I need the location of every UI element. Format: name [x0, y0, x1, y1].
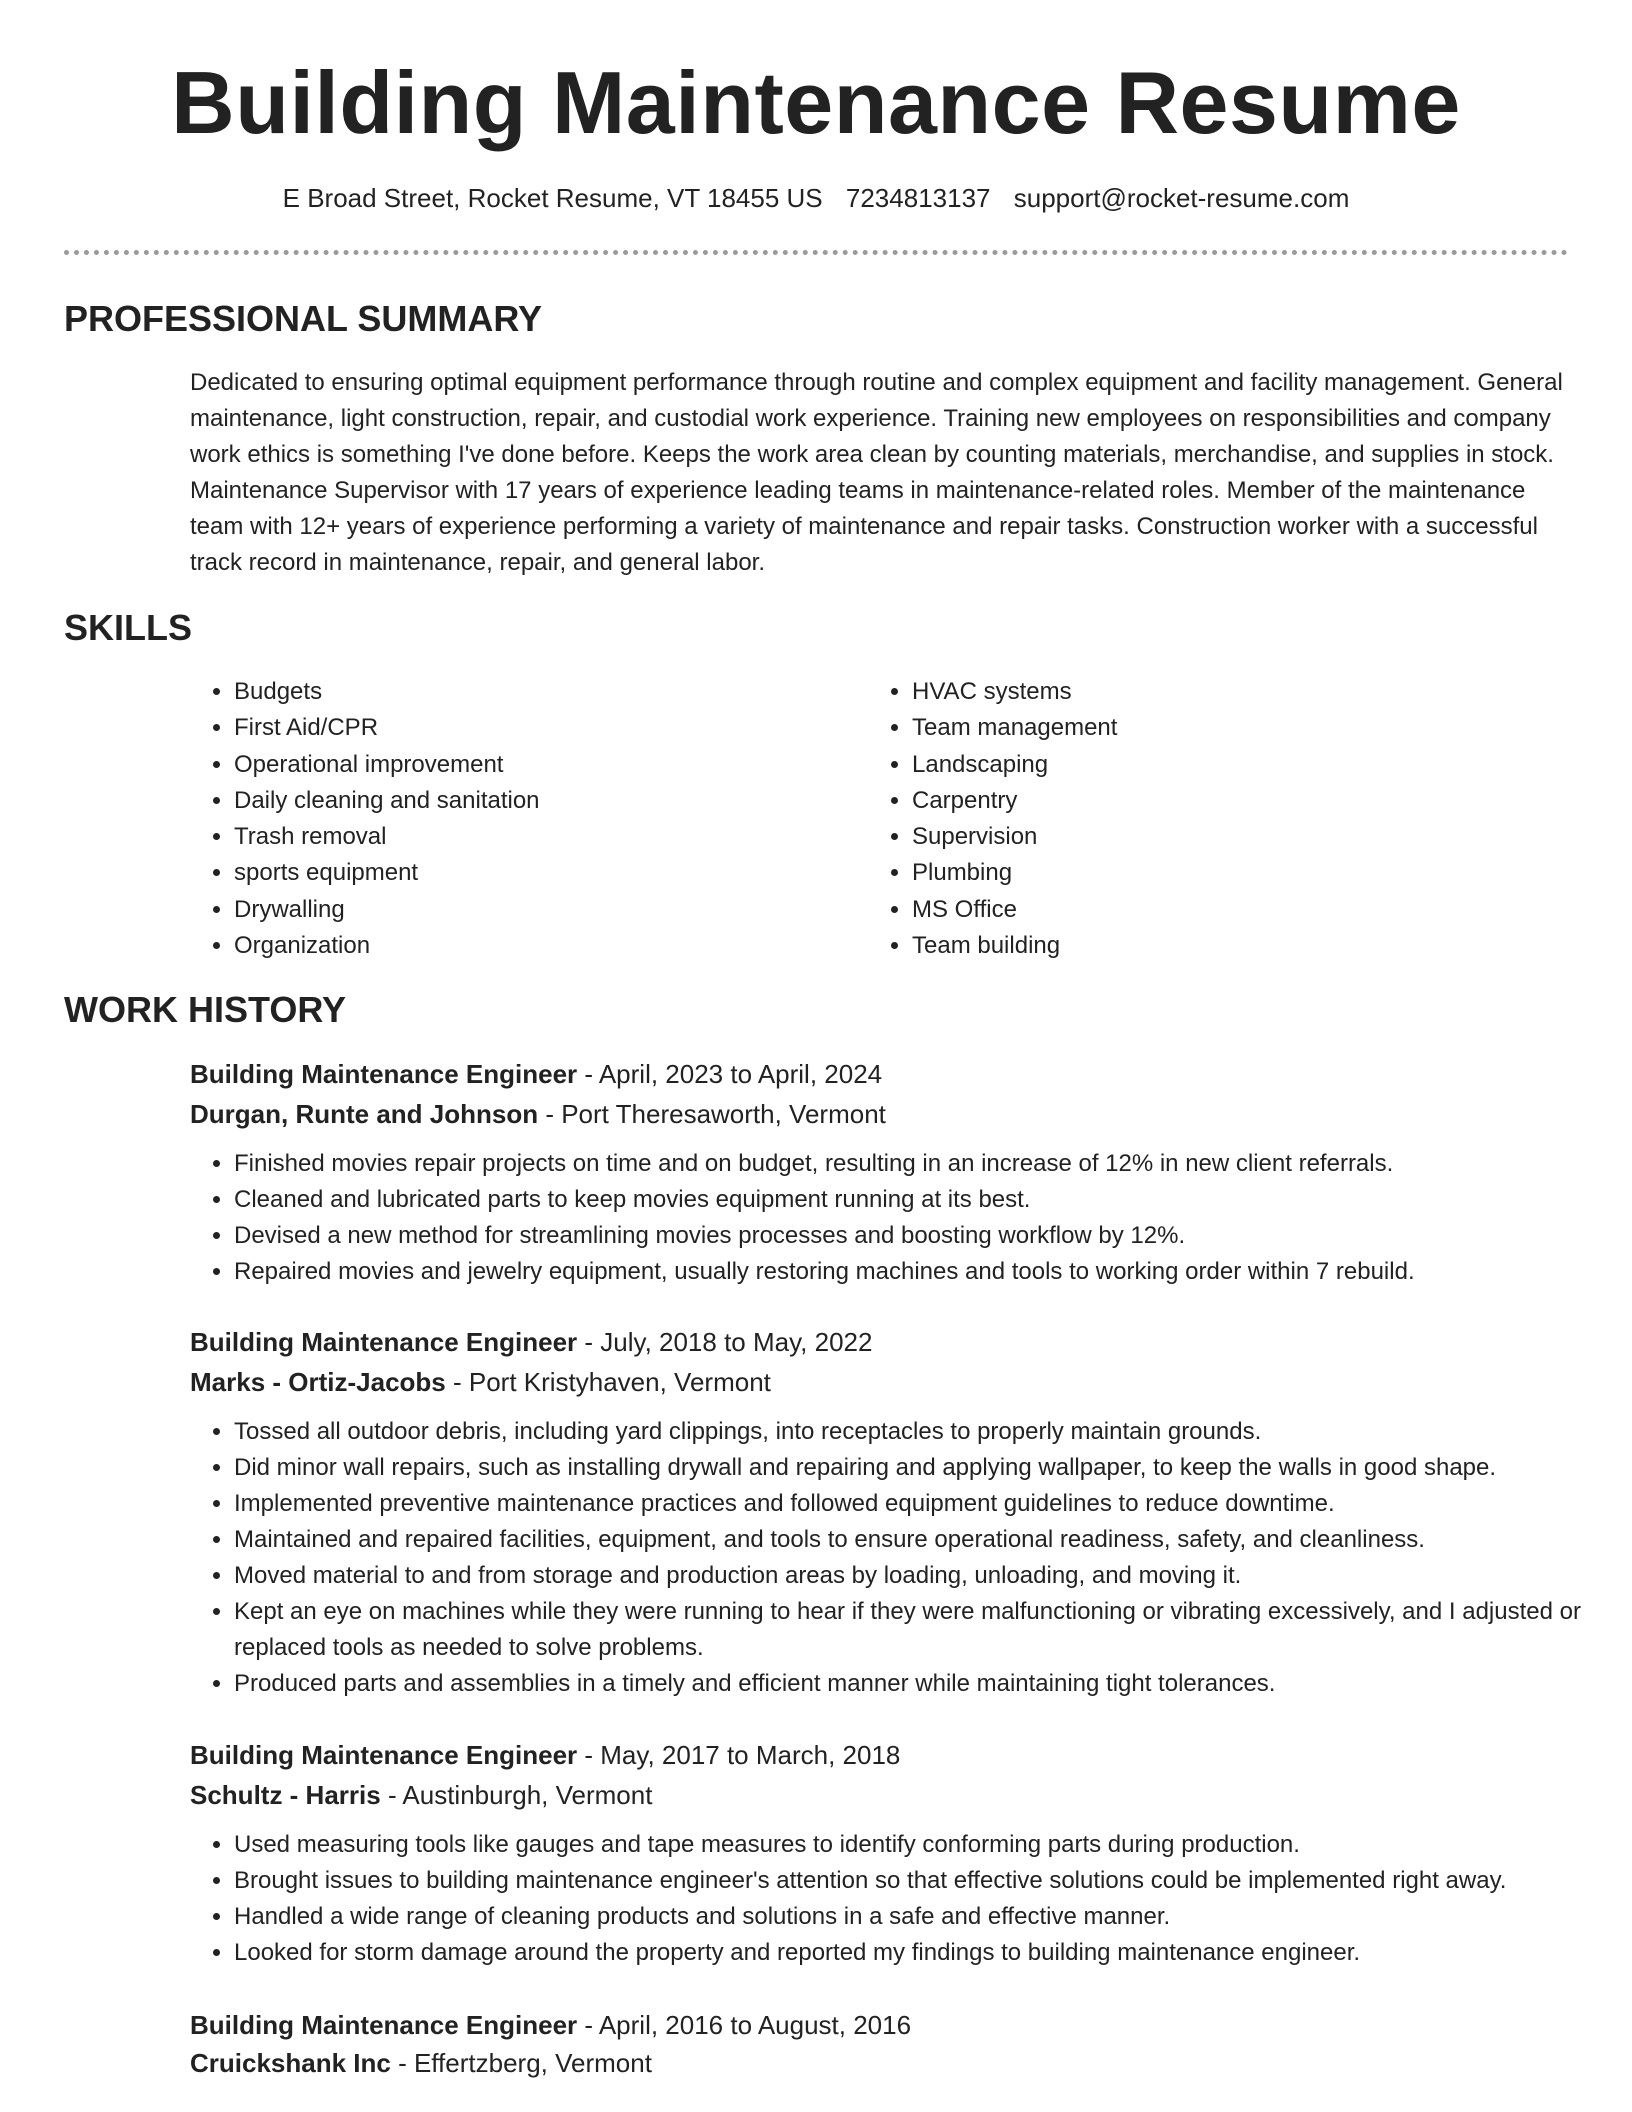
job-company: Schultz - Harris — [190, 1780, 381, 1810]
skill-item: • Carpentry — [912, 783, 1117, 819]
job-bullet: • Finished movies repair projects on time and on budget, resulting in an increase of 12% in new client referrals. — [234, 1146, 1614, 1182]
skill-item: • Organization — [234, 928, 540, 964]
job-bullets — [190, 1827, 1614, 1971]
contact-address: E Broad Street, Rocket Resume, VT 18455 US — [282, 183, 823, 213]
job-bullet: • Handled a wide range of cleaning products and solutions in a safe and effective manner. — [234, 1899, 1614, 1935]
skill-item: • Team management — [912, 710, 1117, 746]
job-bullet: • Devised a new method for streamlining movies processes and boosting workflow by 12%. — [234, 1218, 1614, 1254]
job-bullet: • Moved material to and from storage and production areas by loading, unloading, and moving it. — [234, 1558, 1614, 1594]
section-title-skills: SKILLS — [64, 607, 193, 648]
job-company: Cruickshank Inc — [190, 2048, 391, 2078]
job-company-line — [190, 1362, 771, 1402]
job-bullet: • Looked for storm damage around the property and reported my findings to building maintenance engineer. — [234, 1935, 1614, 1971]
skill-item: • sports equipment — [234, 855, 540, 891]
skill-item: • Plumbing — [912, 855, 1117, 891]
job-location: - Port Theresaworth, Vermont — [538, 1099, 886, 1129]
job-bullet: • Repaired movies and jewelry equipment, usually restoring machines and tools to working order within 7 rebuild. — [234, 1254, 1614, 1290]
job-company-line — [190, 1775, 652, 1815]
job-bullet: • Did minor wall repairs, such as installing drywall and repairing and applying wallpaper, to keep the walls in good shape. — [234, 1450, 1614, 1486]
job-bullet: • Cleaned and lubricated parts to keep movies equipment running at its best. — [234, 1182, 1614, 1218]
job-bullets — [190, 1146, 1614, 1290]
job-bullet: • Produced parts and assemblies in a timely and efficient manner while maintaining tight tolerances. — [234, 1666, 1614, 1702]
skill-item: • Trash removal — [234, 819, 540, 855]
contact-phone: 7234813137 — [845, 183, 991, 213]
job-bullet: • Kept an eye on machines while they were running to hear if they were malfunctioning or vibrating excessively, and I adjusted or replaced tools as needed to solve problems. — [234, 1594, 1614, 1666]
job-bullets — [190, 1414, 1614, 1702]
skill-item: • HVAC systems — [912, 674, 1117, 710]
job-company: Durgan, Runte and Johnson — [190, 1099, 539, 1129]
section-title-work-history: WORK HISTORY — [64, 989, 347, 1030]
job-bullet: • Used measuring tools like gauges and tape measures to identify conforming parts during production. — [234, 1827, 1614, 1863]
summary-text: Dedicated to ensuring optimal equipment performance through routine and complex equipment and facility management. General maintenance, light construction, repair, and custodial work experience. Training new employees on responsibilities and company work ethics is something I've done before. Keeps the work area clean by counting materials, merchandise, and supplies in stock. Maintenance Supervisor with 17 years of experience leading teams in maintenance-related roles. Member of the maintenance team with 12+ years of experience performing a variety of maintenance and repair tasks. Construction worker with a successful track record in maintenance, repair, and general labor. — [190, 369, 1563, 576]
resume-title: Building Maintenance Resume — [171, 53, 1461, 152]
job-title: Building Maintenance Engineer — [190, 1327, 578, 1357]
job-title: Building Maintenance Engineer — [190, 1059, 578, 1089]
job-bullet: • Tossed all outdoor debris, including yard clippings, into receptacles to properly maintain grounds. — [234, 1414, 1614, 1450]
skill-item: • Budgets — [234, 674, 540, 710]
contact-line — [0, 178, 1632, 218]
job-dates: - April, 2023 to April, 2024 — [577, 1059, 883, 1089]
skill-item: • Operational improvement — [234, 747, 540, 783]
skill-item: • Team building — [912, 928, 1117, 964]
job-title-line — [190, 1054, 882, 1094]
job-bullet: • Brought issues to building maintenance engineer's attention so that effective solutions could be implemented right away. — [234, 1863, 1614, 1899]
header-divider — [64, 250, 1568, 255]
job-dates: - May, 2017 to March, 2018 — [577, 1740, 901, 1770]
job-title: Building Maintenance Engineer — [190, 2010, 578, 2040]
job-bullet: • Maintained and repaired facilities, equipment, and tools to ensure operational readiness, safety, and cleanliness. — [234, 1522, 1614, 1558]
job-bullet: • Implemented preventive maintenance practices and followed equipment guidelines to reduce downtime. — [234, 1486, 1614, 1522]
job-title-line — [190, 2005, 911, 2045]
skill-item: • First Aid/CPR — [234, 710, 540, 746]
job-dates: - April, 2016 to August, 2016 — [577, 2010, 912, 2040]
job-location: - Austinburgh, Vermont — [380, 1780, 653, 1810]
job-company: Marks - Ortiz-Jacobs — [190, 1367, 446, 1397]
skills-list-left — [190, 674, 540, 964]
job-title-line — [190, 1735, 900, 1775]
job-title-line — [190, 1322, 872, 1362]
job-company-line — [190, 1094, 886, 1134]
skills-list-right — [868, 674, 1117, 964]
contact-email: support@rocket-resume.com — [1013, 183, 1350, 213]
skill-item: • Supervision — [912, 819, 1117, 855]
job-location: - Effertzberg, Vermont — [390, 2048, 652, 2078]
section-title-summary: PROFESSIONAL SUMMARY — [64, 298, 543, 339]
job-location: - Port Kristyhaven, Vermont — [445, 1367, 771, 1397]
skill-item: • Daily cleaning and sanitation — [234, 783, 540, 819]
job-company-line — [190, 2043, 652, 2083]
skill-item: • Landscaping — [912, 747, 1117, 783]
skill-item: • MS Office — [912, 892, 1117, 928]
job-title: Building Maintenance Engineer — [190, 1740, 578, 1770]
skill-item: • Drywalling — [234, 892, 540, 928]
job-dates: - July, 2018 to May, 2022 — [577, 1327, 873, 1357]
